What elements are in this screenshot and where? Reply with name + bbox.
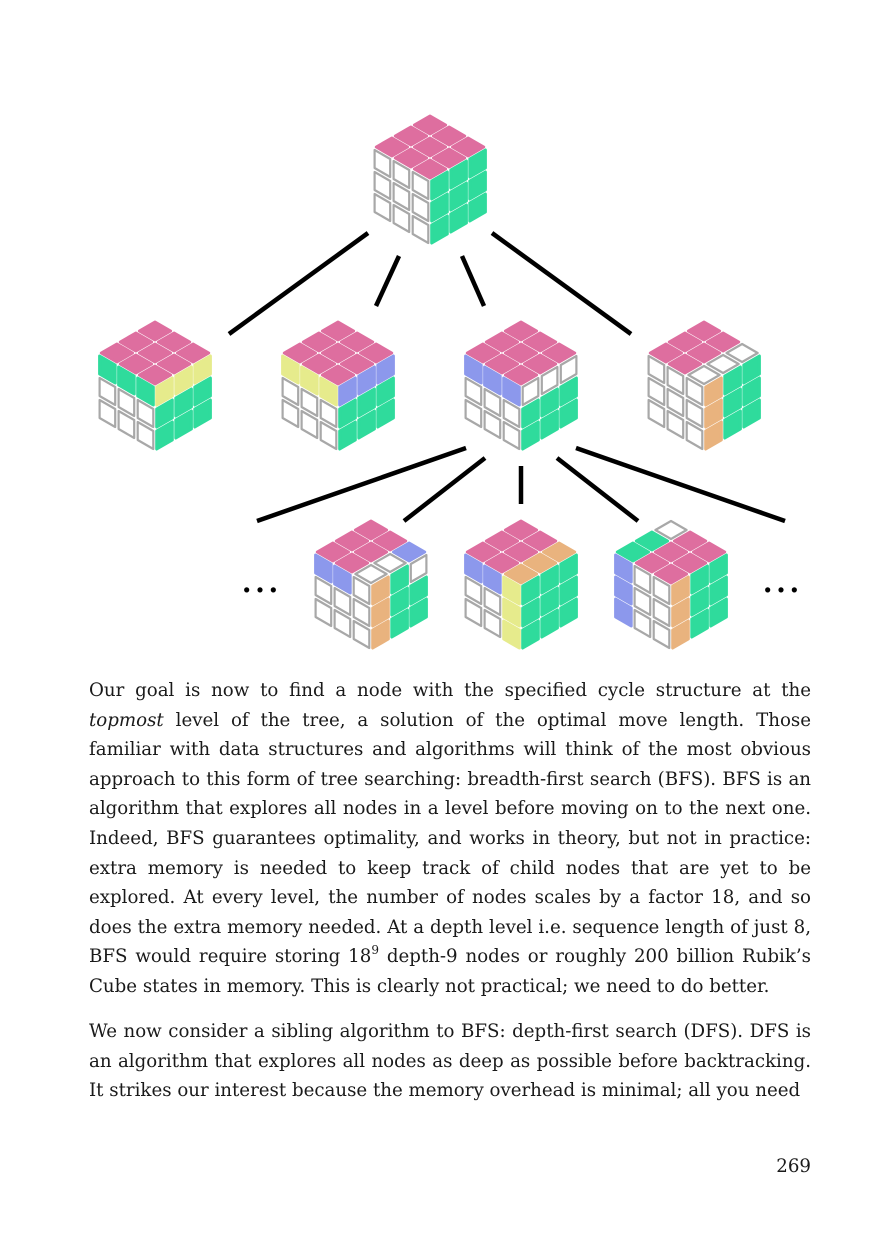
p1-text-middle: level of the tree, a solution of the optimal move length. Those familiar with data structures and algorithms will think of the most obvious approach to this form of tree searching: breadth-first search (BFS). BFS is an algorithm that explores all nodes in a level before moving on to the next one. Indeed, BFS guarantees optimality, and works in theory, but not in practice: extra memory is needed to keep track of child nodes that are yet to be explored. At every level, the number of nodes scales by a factor 18, and so does the extra memory needed. At a depth level i.e. sequence length of just 8, BFS would require storing 18 xyxy=(89,709,811,968)
cube-nodes xyxy=(100,116,760,648)
cube-level1-4 xyxy=(649,322,760,449)
p1-emphasis: topmost xyxy=(89,709,164,731)
paragraph-bfs xyxy=(89,676,811,1002)
edge-child3-offscreen-right xyxy=(576,448,785,521)
cube-level2-3 xyxy=(616,521,727,648)
edge-root-child2 xyxy=(376,256,399,306)
cube-level1-1 xyxy=(100,322,211,449)
edge-root-child1 xyxy=(229,233,368,334)
edge-root-child3 xyxy=(462,256,484,306)
cube-root xyxy=(375,116,486,243)
ellipsis-left: … xyxy=(240,556,280,602)
page-number: 269 xyxy=(776,1156,811,1177)
edge-child3-offscreen-left xyxy=(257,448,466,521)
cube-level1-2 xyxy=(283,322,394,449)
p1-exponent: 9 xyxy=(371,943,379,958)
cube-level2-1 xyxy=(316,521,427,648)
ellipsis-right: … xyxy=(761,556,801,602)
p2-text: We now consider a sibling algorithm to BFS: depth-first search (DFS). DFS is an algorithm that explores all nodes as deep as possible before backtracking. It strikes our interest because the memory overhead is minimal; all you need xyxy=(89,1021,811,1102)
cube-level2-2 xyxy=(466,521,577,648)
p1-text-start: Our goal is now to find a node with the specified cycle structure at the xyxy=(89,680,811,701)
cube-level1-3 xyxy=(466,322,577,449)
p1-text-end: depth-9 nodes or roughly 200 billion Rubik’s Cube states in memory. This is clearly not practical; we need to do better. xyxy=(89,946,812,997)
paragraph-dfs xyxy=(89,1017,811,1106)
edge-root-child4 xyxy=(492,233,631,334)
